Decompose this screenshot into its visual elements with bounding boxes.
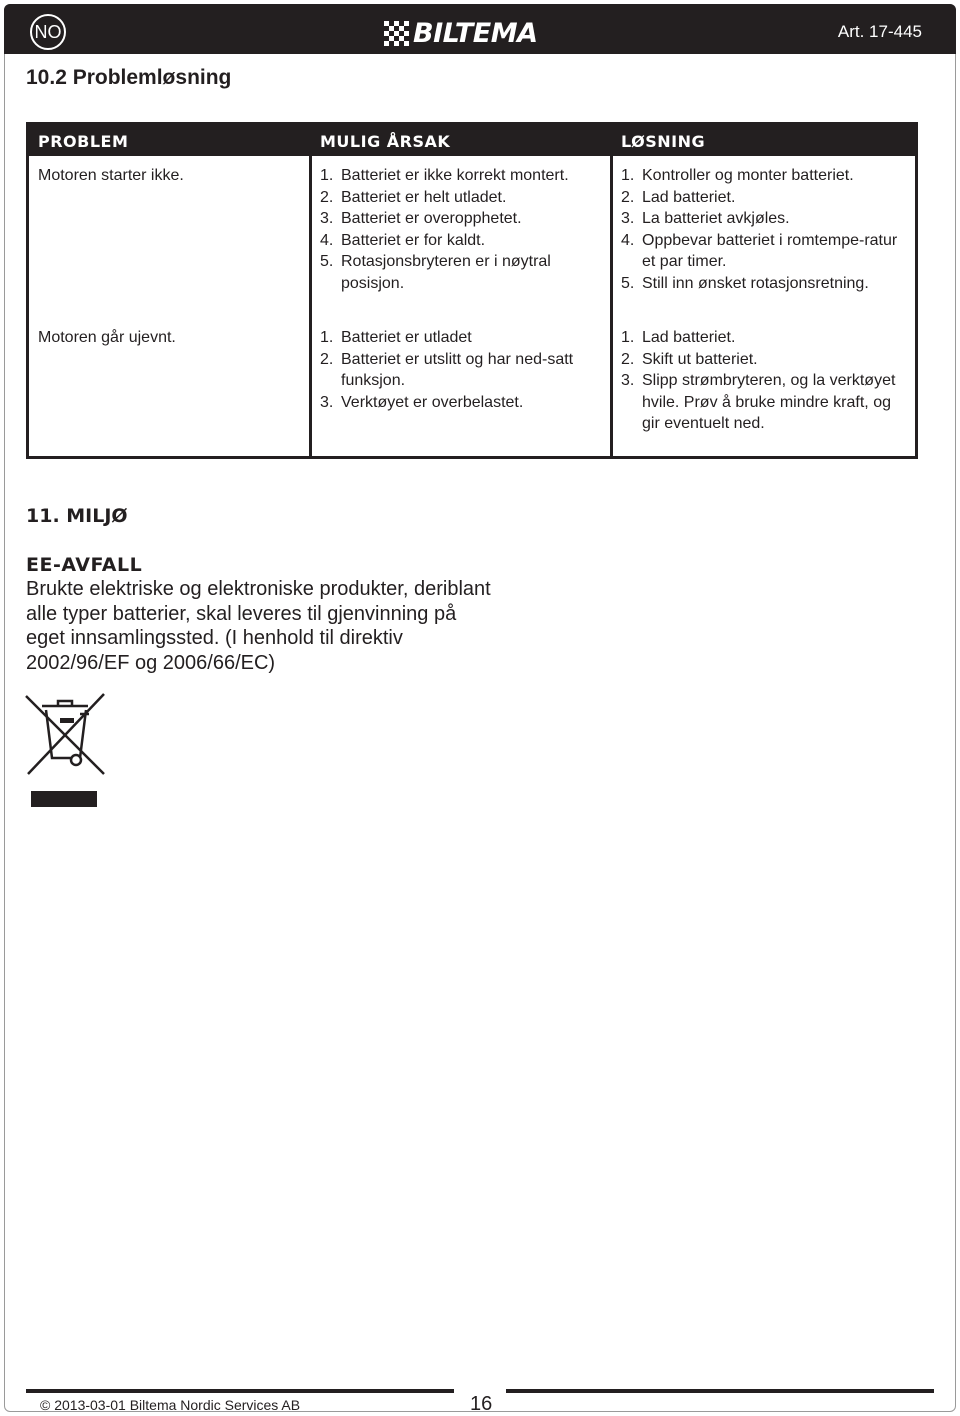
footer-rule-right <box>506 1389 934 1393</box>
cause-cell <box>320 165 602 294</box>
cause-cell <box>320 327 602 413</box>
header-solution: LØSNING <box>621 132 706 151</box>
list-item: 3. Verktøyet er overbelastet. <box>320 393 524 411</box>
header-problem: PROBLEM <box>38 132 129 151</box>
biltema-logo <box>384 18 538 48</box>
crossed-out-wheelie-bin-icon <box>24 690 108 778</box>
troubleshooting-table <box>26 122 918 459</box>
header-cause: MULIG ÅRSAK <box>320 132 451 151</box>
list-item: 2. Batteriet er helt utladet. <box>320 188 507 206</box>
list-item: 1. Batteriet er ikke korrekt montert. <box>320 167 569 184</box>
column-divider <box>309 156 312 459</box>
list-item: 5. Rotasjonsbryteren er i nøytral posisjon. <box>320 253 551 292</box>
column-divider <box>610 156 613 459</box>
problem-cell: Motoren starter ikke. <box>38 167 184 184</box>
problem-cell: Motoren går ujevnt. <box>38 329 176 346</box>
logo-text: BILTEMA <box>413 17 538 49</box>
weee-underline-bar <box>31 791 97 807</box>
list-item: 2. Lad batteriet. <box>621 188 736 206</box>
table-header-row <box>29 125 915 156</box>
solution-cell <box>621 327 911 435</box>
ee-waste-heading: EE-AVFALL <box>26 554 143 576</box>
list-item: 3. La batteriet avkjøles. <box>621 210 790 227</box>
footer-rule-left <box>26 1389 454 1393</box>
checkered-flag-icon <box>384 21 409 46</box>
environment-heading: 11. MILJØ <box>26 505 128 527</box>
list-item: 2. Skift ut batteriet. <box>621 350 758 368</box>
language-badge: NO <box>30 14 66 50</box>
article-number: Art. 17-445 <box>837 22 922 41</box>
list-item: 1. Lad batteriet. <box>621 329 736 346</box>
list-item: 2. Batteriet er utslitt og har ned-satt funksjon. <box>320 350 574 389</box>
list-item: 3. Batteriet er overopphetet. <box>320 210 522 227</box>
section-title: 10.2 Problemløsning <box>26 66 232 89</box>
page-number: 16 <box>470 1393 493 1415</box>
list-item: 4. Batteriet er for kaldt. <box>320 231 486 249</box>
solution-cell <box>621 165 911 294</box>
list-item: 5. Still inn ønsket rotasjonsretning. <box>621 274 869 292</box>
header-bar <box>4 4 956 54</box>
copyright: © 2013-03-01 Biltema Nordic Services AB <box>40 1397 301 1413</box>
list-item: 3. Slipp strømbryteren, og la verktøyet hvile. Prøv å bruke mindre kraft, og gir eventuelt ned. <box>621 372 896 432</box>
list-item: 1. Batteriet er utladet <box>320 329 472 346</box>
ee-waste-text: Brukte elektriske og elektroniske produkter, deriblant alle typer batterier, skal leveres til gjenvinning på eget innsamlingssted. (I henhold til direktiv 2002/96/EF og 2006/66/EC) <box>26 578 491 674</box>
list-item: 1. Kontroller og monter batteriet. <box>621 167 854 184</box>
list-item: 4. Oppbevar batteriet i romtempe-ratur et par timer. <box>621 231 898 270</box>
